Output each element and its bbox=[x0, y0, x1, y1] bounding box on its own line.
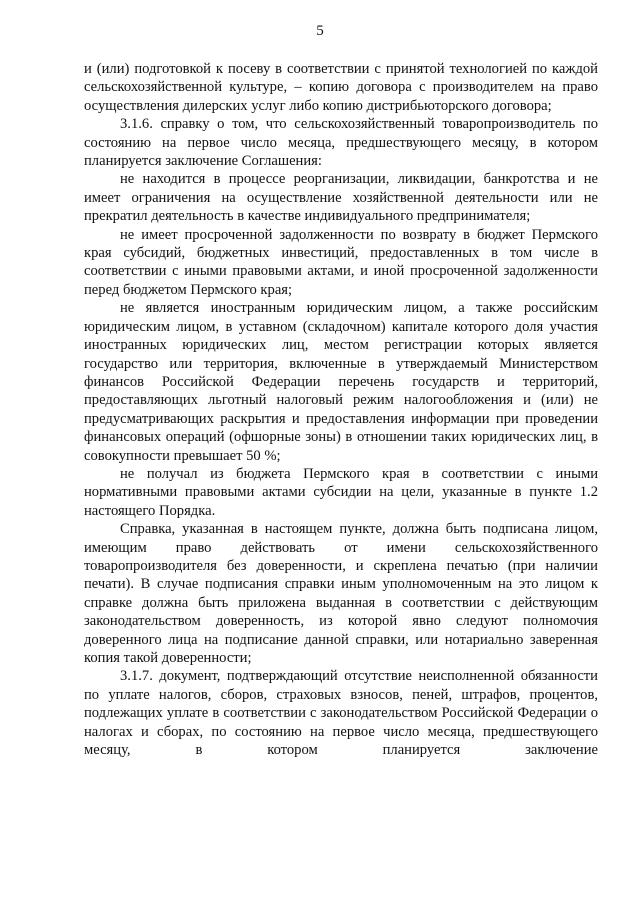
paragraph-no-subsidies-received: не получал из бюджета Пермского края в соответствии с иными нормативными правовыми актами субсидии на цели, указанные в пункте 1.2 настоящего Порядка. bbox=[84, 465, 598, 519]
paragraph-item-3-1-6: 3.1.6. справку о том, что сельскохозяйственный товаропроизводитель по состоянию на первое число месяца, предшествующего месяцу, в котором планируется заключение Соглашения: bbox=[84, 116, 598, 170]
paragraph-item-3-1-7: 3.1.7. документ, подтверждающий отсутствие неисполненной обязанности по уплате налогов, сборов, страховых взносов, пеней, штрафов, процентов, подлежащих уплате в соответствии с законодательством Российской Федерации о налогах и сборах, по состоянию на первое число месяца, предшествующего месяцу, в котором планируется заключение bbox=[84, 668, 598, 759]
page-number: 5 bbox=[316, 23, 324, 39]
paragraph-no-overdue-debt: не имеет просроченной задолженности по возврату в бюджет Пермского края субсидий, бюджетных инвестиций, предоставленных в том числе в соответствии с иными правовыми актами, и иной просроченной задолженности перед бюджетом Пермского края; bbox=[84, 226, 598, 298]
document-body bbox=[84, 60, 598, 759]
paragraph-not-in-reorganization: не находится в процессе реорганизации, ликвидации, банкротства и не имеет ограничения на осуществление хозяйственной деятельности или не прекратил деятельность в качестве индивидуального предпринимателя; bbox=[84, 171, 598, 225]
paragraph-signature-requirements: Справка, указанная в настоящем пункте, должна быть подписана лицом, имеющим право действовать от имени сельскохозяйственного товаропроизводителя без доверенности, и скреплена печатью (при наличии печати). В случае подписания справки иным уполномоченным на это лицом к справке должна быть приложена выданная в соответствии с действующим законодательством доверенность, из которой явно следуют полномочия доверенного лица на подписание данной справки, или нотариально заверенная копия такой доверенности; bbox=[84, 521, 598, 666]
paragraph-not-foreign-entity: не является иностранным юридическим лицом, а также российским юридическим лицом, в уставном (складочном) капитале которого доля участия иностранных юридических лиц, местом регистрации которых является государство или территория, включенные в утверждаемый Министерством финансов Российской Федерации перечень государств и территорий, предоставляющих льготный налоговый режим налогообложения и (или) не предусматривающих раскрытия и предоставления информации при проведении финансовых операций (офшорные зоны) в отношении таких юридических лиц, в совокупности превышает 50 %; bbox=[84, 300, 598, 464]
paragraph-continuation: и (или) подготовкой к посеву в соответствии с принятой технологией по каждой сельскохозяйственной культуре, – копию договора с производителем на право осуществления дилерских услуг либо копию дистрибьюторского договора; bbox=[84, 61, 598, 114]
